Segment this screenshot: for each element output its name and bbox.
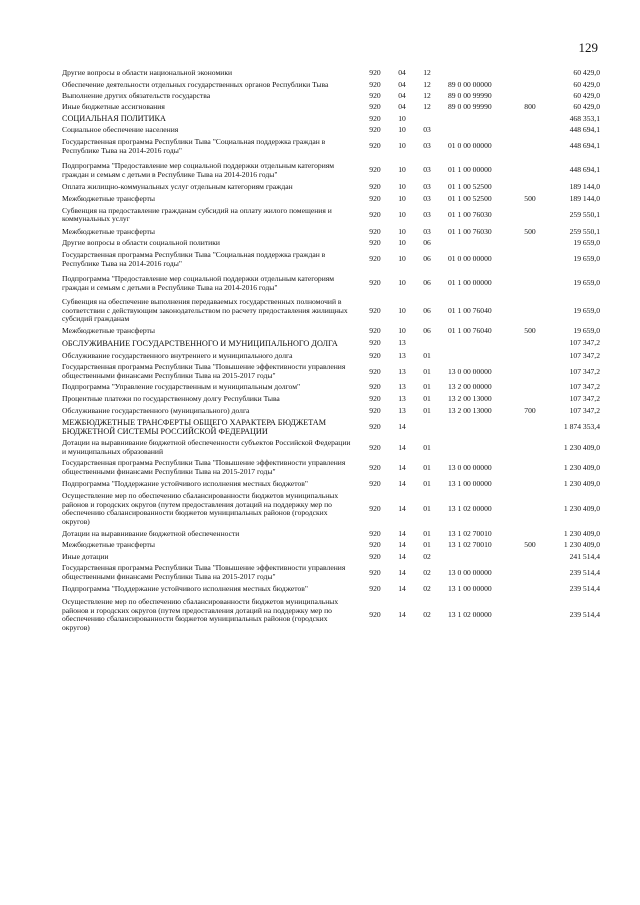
row-section-code: 10 [398,193,406,203]
row-ved-code: 920 [369,462,381,472]
row-subsection-code: 06 [423,278,431,288]
table-row [62,224,600,237]
row-ved-code: 920 [369,478,381,488]
table-row [62,135,600,155]
table-row [62,392,600,404]
row-ved-code: 920 [369,305,381,315]
row-ved-code: 920 [369,209,381,219]
row-target-article: 13 1 00 00000 [448,478,492,488]
table-row [62,477,600,489]
table-row [62,404,600,416]
row-section-code: 14 [398,478,406,488]
row-section-code: 14 [398,462,406,472]
row-target-article: 01 0 00 00000 [448,254,492,264]
row-subsection-code: 01 [423,504,431,514]
row-name: Подпрограмма "Поддержание устойчивого исполнения местных бюджетов" [62,478,308,488]
row-ved-code: 920 [369,567,381,577]
table-row [62,415,600,436]
row-target-article [440,550,516,562]
row-target-article [440,436,516,456]
row-ved-code: 920 [369,141,381,151]
row-subsection-code: 02 [423,551,431,561]
row-expense-type [516,89,544,101]
row-section-code: 13 [398,350,406,360]
row-section-code: 04 [398,68,406,77]
row-ved-code: 920 [369,421,381,431]
row-subsection-code: 03 [423,141,431,151]
row-name: Подпрограмма "Предоставление мер социальной поддержки отдельным категориям граждан и семьям с детьми в Республике Тыва на 2014-2016 годы" [62,161,335,179]
row-subsection-code: 06 [423,326,431,336]
row-expense-type [516,123,544,135]
row-amount: 259 550,1 [569,209,600,219]
row-name: СОЦИАЛЬНАЯ ПОЛИТИКА [62,114,166,124]
row-subsection-code: 12 [423,91,431,101]
row-subsection-code [414,111,440,123]
row-subsection-code [414,336,440,348]
row-name: Субвенция на обеспечение выполнения передаваемых государственных полномочий в соответствии с действующим законодательством по расчету предоставления жилищных субсидий гражданам [62,297,348,324]
row-expense-type [516,179,544,192]
row-section-code: 13 [398,366,406,376]
row-section-code: 10 [398,278,406,288]
table-row [62,456,600,476]
row-target-article: 13 1 02 70010 [448,528,492,538]
row-amount: 448 694,1 [569,165,600,175]
row-target-article: 01 0 00 00000 [448,141,492,151]
table-row [62,348,600,361]
row-target-article: 13 0 00 00000 [448,366,492,376]
row-ved-code: 920 [369,68,381,77]
row-section-code: 13 [398,405,406,415]
row-section-code: 14 [398,504,406,514]
row-amount: 60 429,0 [573,101,600,111]
table-row [62,155,600,179]
row-subsection-code [414,415,440,436]
row-section-code: 10 [398,141,406,151]
row-expense-type: 800 [524,101,536,111]
row-amount: 1 230 409,0 [563,540,600,550]
row-name: Обеспечение деятельности отдельных государственных органов Республики Тыва [62,79,329,89]
row-amount: 1 874 353,4 [563,421,600,431]
row-target-article: 13 1 02 00000 [448,504,492,514]
row-name: Социальное обеспечение населения [62,125,179,135]
row-amount: 107 347,2 [569,394,600,404]
row-target-article: 13 1 02 00000 [448,610,492,620]
row-expense-type [516,111,544,123]
row-section-code: 14 [398,610,406,620]
row-name: Государственная программа Республики Тыва "Социальная поддержка граждан в Республике Тыва на 2014-2016 годы" [62,249,326,268]
table-row [62,380,600,392]
row-ved-code: 920 [369,583,381,593]
row-amount: 19 659,0 [573,305,600,315]
row-amount: 107 347,2 [569,366,600,376]
row-amount: 468 353,1 [569,113,600,123]
row-subsection-code: 01 [423,366,431,376]
row-section-code: 10 [398,326,406,336]
row-subsection-code: 06 [423,305,431,315]
row-section-code: 14 [398,567,406,577]
row-amount: 60 429,0 [573,68,600,77]
table-row [62,436,600,456]
row-name: Иные дотации [62,551,109,561]
row-amount: 107 347,2 [569,405,600,415]
row-name: Осуществление мер по обеспечению сбалансированности бюджетов муниципальных районов и городских округов (путем предоставления дотаций на поддержку мер по обеспечению сбалансированности бюджетов муниципальных районов (городских округов) [62,491,339,526]
row-name: Подпрограмма "Управление государственным и муниципальным долгом" [62,382,301,392]
row-name: Обслуживание государственного (муниципального) долга [62,405,250,415]
row-ved-code: 920 [369,182,381,192]
row-name: Иные бюджетные ассигнования [62,101,165,111]
row-subsection-code: 03 [423,182,431,192]
table-row [62,582,600,594]
row-expense-type [516,380,544,392]
row-target-article: 89 0 00 99990 [448,101,492,111]
row-target-article: 13 2 00 13000 [448,405,492,415]
table-row [62,179,600,192]
row-subsection-code: 01 [423,382,431,392]
row-name: Процентные платежи по государственному долгу Республики Тыва [62,394,280,404]
row-ved-code: 920 [369,165,381,175]
row-section-code: 10 [398,125,406,135]
row-expense-type: 500 [524,540,536,550]
row-target-article [440,69,516,78]
row-subsection-code: 01 [423,528,431,538]
row-subsection-code: 03 [423,226,431,236]
row-ved-code: 920 [369,337,381,347]
row-ved-code: 920 [369,350,381,360]
row-amount: 239 514,4 [569,567,600,577]
row-subsection-code: 02 [423,567,431,577]
row-amount: 1 230 409,0 [563,504,600,514]
budget-table [62,69,600,633]
table-row [62,527,600,539]
row-ved-code: 920 [369,193,381,203]
row-section-code: 14 [398,421,406,431]
table-row [62,192,600,204]
row-expense-type: 500 [524,226,536,236]
row-subsection-code: 01 [423,405,431,415]
row-target-article: 01 1 00 76030 [448,209,492,219]
row-target-article [440,236,516,248]
row-ved-code: 920 [369,442,381,452]
row-section-code: 14 [398,551,406,561]
row-ved-code: 920 [369,91,381,101]
row-name: Дотации на выравнивание бюджетной обеспеченности субъектов Российской Федерации и муниципальных образований [62,438,351,456]
row-amount: 241 514,4 [569,551,600,561]
page-number: 129 [578,40,598,55]
row-ved-code: 920 [369,382,381,392]
row-amount: 19 659,0 [573,254,600,264]
row-target-article: 13 1 02 70010 [448,540,492,550]
row-subsection-code: 06 [423,254,431,264]
row-target-article [440,415,516,436]
row-expense-type [516,292,544,324]
row-target-article: 13 1 00 00000 [448,583,492,593]
row-name: Государственная программа Республики Тыва "Социальная поддержка граждан в Республике Тыва на 2014-2016 годы" [62,136,326,155]
row-subsection-code: 01 [423,540,431,550]
row-amount: 448 694,1 [569,141,600,151]
row-amount: 189 144,0 [569,182,600,192]
row-expense-type [516,550,544,562]
budget-rows [62,69,600,633]
row-section-code: 10 [398,182,406,192]
row-name: Оплата жилищно-коммунальных услуг отдельным категориям граждан [62,182,293,192]
row-name: Государственная программа Республики Тыва "Повышение эффективности управления общественными финансами Республики Тыва на 2015-2017 годы" [62,563,346,581]
row-subsection-code: 01 [423,462,431,472]
row-name: Дотации на выравнивание бюджетной обеспеченности [62,528,240,538]
row-ved-code: 920 [369,326,381,336]
row-ved-code: 920 [369,405,381,415]
table-row [62,236,600,248]
row-expense-type [516,456,544,476]
row-expense-type [516,360,544,380]
row-expense-type [516,248,544,268]
row-amount: 259 550,1 [569,226,600,236]
row-expense-type [516,135,544,155]
row-expense-type [516,477,544,489]
row-target-article: 01 1 00 76030 [448,226,492,236]
row-ved-code: 920 [369,79,381,89]
row-section-code: 13 [398,382,406,392]
row-ved-code: 920 [369,610,381,620]
table-row [62,123,600,135]
row-name: Межбюджетные трансферты [62,193,155,203]
row-ved-code: 920 [369,125,381,135]
row-amount: 1 230 409,0 [563,462,600,472]
row-target-article: 13 2 00 13000 [448,394,492,404]
row-section-code: 14 [398,442,406,452]
row-name: Государственная программа Республики Тыва "Повышение эффективности управления общественными финансами Республики Тыва на 2015-2017 годы" [62,362,346,380]
row-expense-type [516,78,544,90]
row-expense-type [516,236,544,248]
row-expense-type [516,527,544,539]
row-section-code: 10 [398,226,406,236]
table-row [62,593,600,632]
row-amount: 60 429,0 [573,79,600,89]
row-name: Другие вопросы в области социальной политики [62,238,220,248]
row-section-code: 04 [398,91,406,101]
table-row [62,204,600,224]
row-name: МЕЖБЮДЖЕТНЫЕ ТРАНСФЕРТЫ ОБЩЕГО ХАРАКТЕРА БЮДЖЕТАМ БЮДЖЕТНОЙ СИСТЕМЫ РОССИЙСКОЙ ФЕДЕРАЦИИ [62,418,326,437]
row-expense-type: 500 [524,326,536,336]
row-subsection-code: 01 [423,442,431,452]
row-subsection-code: 12 [423,68,431,77]
row-ved-code: 920 [369,278,381,288]
row-expense-type [516,436,544,456]
row-name: Другие вопросы в области национальной экономики [62,68,233,77]
row-section-code: 04 [398,101,406,111]
row-ved-code: 920 [369,254,381,264]
row-ved-code: 920 [369,551,381,561]
row-amount: 239 514,4 [569,610,600,620]
row-target-article [440,336,516,348]
row-expense-type [516,561,544,581]
row-ved-code: 920 [369,238,381,248]
row-expense-type [516,593,544,632]
row-amount: 107 347,2 [569,350,600,360]
row-expense-type: 500 [524,193,536,203]
table-row [62,268,600,292]
row-subsection-code: 12 [423,101,431,111]
table-row [62,324,600,336]
row-target-article: 01 1 00 52500 [448,193,492,203]
row-amount: 448 694,1 [569,125,600,135]
row-amount: 1 230 409,0 [563,442,600,452]
row-target-article: 01 1 00 52500 [448,182,492,192]
row-expense-type [516,415,544,436]
row-subsection-code: 06 [423,238,431,248]
row-expense-type [516,488,544,526]
table-row [62,550,600,562]
table-row [62,538,600,550]
row-expense-type [516,69,544,78]
row-subsection-code: 01 [423,478,431,488]
row-amount: 239 514,4 [569,583,600,593]
row-section-code: 14 [398,540,406,550]
row-section-code: 14 [398,528,406,538]
row-expense-type [516,268,544,292]
row-ved-code: 920 [369,504,381,514]
row-amount: 19 659,0 [573,278,600,288]
row-ved-code: 920 [369,394,381,404]
table-row [62,292,600,324]
row-ved-code: 920 [369,366,381,376]
table-row [62,336,600,348]
table-row [62,101,600,112]
table-row [62,89,600,101]
row-target-article [440,111,516,123]
row-subsection-code: 03 [423,209,431,219]
row-amount: 19 659,0 [573,326,600,336]
table-row [62,69,600,78]
row-subsection-code: 03 [423,165,431,175]
row-name: Государственная программа Республики Тыва "Повышение эффективности управления общественными финансами Республики Тыва на 2015-2017 годы" [62,458,346,476]
row-subsection-code: 03 [423,193,431,203]
row-expense-type: 700 [524,405,536,415]
table-row [62,360,600,380]
row-target-article: 89 0 00 00000 [448,79,492,89]
row-name: Выполнение других обязательств государства [62,91,211,101]
row-subsection-code: 01 [423,350,431,360]
row-section-code: 13 [398,394,406,404]
row-section-code: 04 [398,79,406,89]
row-name: ОБСЛУЖИВАНИЕ ГОСУДАРСТВЕННОГО И МУНИЦИПАЛЬНОГО ДОЛГА [62,338,338,348]
row-target-article: 13 0 00 00000 [448,462,492,472]
row-name: Подпрограмма "Предоставление мер социальной поддержки отдельным категориям граждан и семьям с детьми в Республике Тыва на 2014-2016 годы" [62,274,335,292]
row-expense-type [516,582,544,594]
row-expense-type [516,155,544,179]
row-expense-type [516,204,544,224]
row-amount: 19 659,0 [573,238,600,248]
row-name: Межбюджетные трансферты [62,226,155,236]
table-row [62,488,600,526]
row-target-article: 01 1 00 76040 [448,305,492,315]
row-target-article: 13 0 00 00000 [448,567,492,577]
row-subsection-code: 01 [423,394,431,404]
row-amount: 189 144,0 [569,193,600,203]
table-row [62,78,600,90]
row-ved-code: 920 [369,528,381,538]
row-target-article [440,123,516,135]
row-amount: 1 230 409,0 [563,478,600,488]
row-amount: 107 347,2 [569,337,600,347]
row-expense-type [516,348,544,361]
row-section-code: 10 [398,254,406,264]
row-ved-code: 920 [369,101,381,111]
row-target-article: 01 1 00 00000 [448,165,492,175]
row-target-article [440,348,516,361]
table-row [62,561,600,581]
row-ved-code: 920 [369,113,381,123]
row-section-code: 14 [398,583,406,593]
row-target-article: 13 2 00 00000 [448,382,492,392]
row-expense-type [516,336,544,348]
row-amount: 60 429,0 [573,91,600,101]
table-row [62,111,600,123]
row-section-code: 10 [398,165,406,175]
row-section-code: 10 [398,305,406,315]
row-subsection-code: 02 [423,610,431,620]
row-name: Осуществление мер по обеспечению сбалансированности бюджетов муниципальных районов и городских округов (путем предоставления дотаций на поддержку мер по обеспечению сбалансированности бюджетов муниципальных районов (городских округов) [62,597,339,632]
row-amount: 107 347,2 [569,382,600,392]
row-target-article: 89 0 00 99990 [448,91,492,101]
row-name: Подпрограмма "Поддержание устойчивого исполнения местных бюджетов" [62,583,308,593]
row-section-code: 10 [398,238,406,248]
row-subsection-code: 12 [423,79,431,89]
row-name: Межбюджетные трансферты [62,326,155,336]
table-row [62,248,600,268]
row-section-code: 10 [398,209,406,219]
row-name: Межбюджетные трансферты [62,540,155,550]
row-section-code: 10 [398,113,406,123]
row-ved-code: 920 [369,540,381,550]
row-amount: 1 230 409,0 [563,528,600,538]
row-target-article: 01 1 00 00000 [448,278,492,288]
row-subsection-code: 02 [423,583,431,593]
row-ved-code: 920 [369,226,381,236]
row-subsection-code: 03 [423,125,431,135]
row-section-code: 13 [398,337,406,347]
row-target-article: 01 1 00 76040 [448,326,492,336]
row-expense-type [516,392,544,404]
row-name: Субвенция на предоставление гражданам субсидий на оплату жилого помещения и коммунальных услуг [62,205,332,224]
row-name: Обслуживание государственного внутреннего и муниципального долга [62,350,293,360]
